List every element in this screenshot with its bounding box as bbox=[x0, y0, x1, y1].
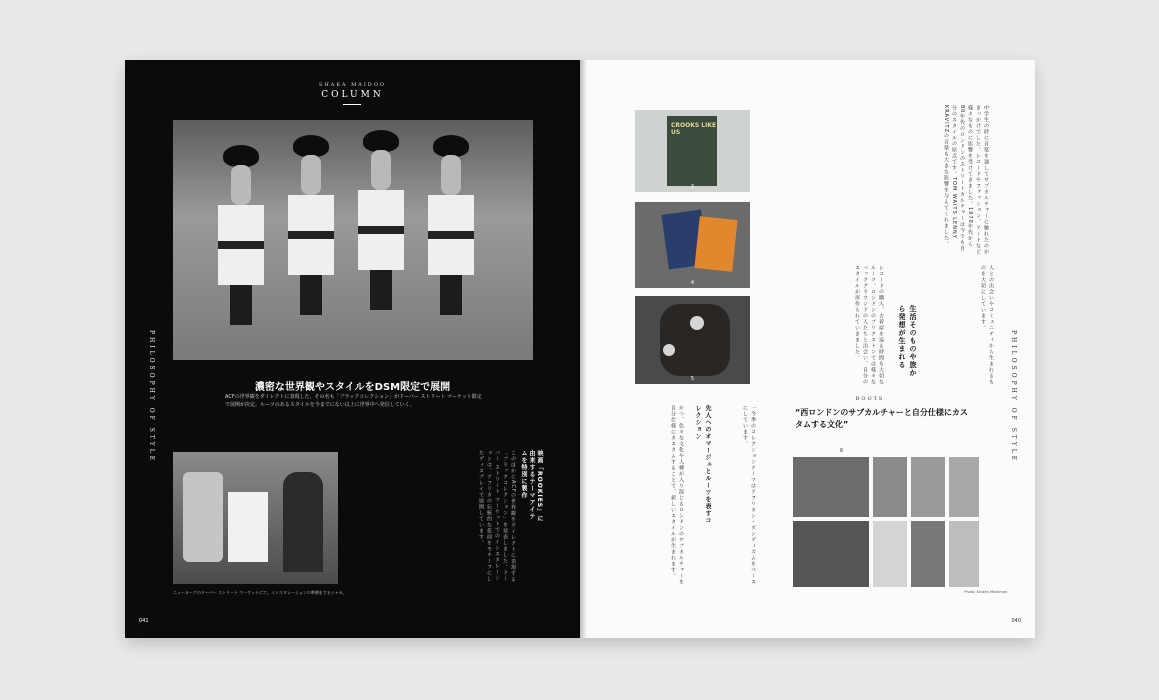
article-heading: 映画「ROOKIES」に由来するテーマアイテムを特別に製作 bbox=[520, 450, 543, 523]
magazine-spread bbox=[125, 60, 1035, 638]
grid-photo bbox=[873, 521, 907, 587]
grid-photo bbox=[911, 521, 945, 587]
photo-number: 6 bbox=[840, 448, 844, 454]
mannequin-figure bbox=[218, 145, 264, 325]
cover-title: CROOKS LIKE US bbox=[671, 122, 717, 136]
vinyl-records-photo bbox=[635, 202, 750, 288]
grid-photo bbox=[873, 457, 907, 517]
photo-grid bbox=[793, 457, 979, 587]
grid-photo bbox=[793, 521, 869, 587]
column-title: COLUMN bbox=[321, 90, 384, 100]
column-author: SHAKA MAIDOO bbox=[318, 82, 387, 88]
page-number-right: 040 bbox=[1011, 618, 1021, 624]
grid-photo bbox=[949, 521, 979, 587]
photo-credit: Photo: Kristen Mashman bbox=[964, 590, 1007, 594]
vertical-tag-right: PHILOSOPHY OF STYLE bbox=[1010, 330, 1017, 464]
record-cover-photo bbox=[635, 110, 750, 192]
photo-subcopy: ACFの世界観をダイレクトに表現した、その名も「ブラックコレクション」がドーバー ストリート マーケット限定で展開が決定。ルーツのあるスタイルを今までにない以上に世界中へ発信していく。 bbox=[225, 394, 482, 408]
roots-label: ROOTS bbox=[855, 396, 885, 402]
mannequin-figure bbox=[358, 130, 404, 310]
article-text: レコードの購入、古着屋を巡る時間も大切なルーツ。ロンドンのブリクストンでは様々なバックグラウンドの人たちと出会い、自分のスタイルが形作られていきました。 bbox=[854, 265, 884, 385]
article-text: このほかにACFの世界観をダイレクトに表現する「ブラックコレクション」を発表しました。ドーバー ストリート マーケットでのインスタレーションは、アフリカの伝統的な仮面をモチーフにしたディスプレイで展開しています。 bbox=[478, 450, 516, 583]
grid-photo bbox=[949, 457, 979, 517]
article-heading: 生活そのものや旅から発想が生まれる bbox=[898, 305, 917, 377]
article-text: 中学生の時に音楽を通してサブカルチャーに触れたのがきっかけでした。レコードやファッション、アートなど様々なものに影響を受けてきました。1970年代から80年代のロンドンのストリートカルチャーは今でも自分のスタイルの原点です。TOM WAITS LENNY KRAVITZの音楽も大きな影響を与えてくれました。 bbox=[943, 105, 989, 255]
photo-number: 4 bbox=[690, 280, 695, 286]
photo-number: 3 bbox=[690, 184, 695, 190]
article-text: 人との出会いやコミュニティから生まれるものを大切にしています。 bbox=[980, 265, 994, 385]
hands-rings-photo bbox=[635, 296, 750, 384]
article-text: かつ、色々な文化や人種が入り混じるロンドンのサブカルチャーを自分仕様にカスタムすることで、新しいスタイルが生まれます。 bbox=[670, 405, 684, 585]
photo-headline: 濃密な世界観やスタイルをDSM限定で展開 bbox=[254, 382, 451, 393]
grid-photo bbox=[793, 457, 869, 517]
mannequin-figure bbox=[428, 135, 474, 315]
title-rule bbox=[343, 104, 361, 105]
photo-number: 5 bbox=[690, 376, 695, 382]
vertical-tag-left: PHILOSOPHY OF STYLE bbox=[148, 330, 155, 464]
article-text: 一今季のコレクションテーマはアフリカン・ダンディズムをベースにしています。 bbox=[742, 405, 756, 585]
grid-photo bbox=[911, 457, 945, 517]
roots-headline: “西ロンドンのサブカルチャーと自分仕様にカスタムする文化” bbox=[795, 408, 968, 429]
installation-photo bbox=[173, 452, 338, 584]
installation-caption: ニューヨークのドーバー ストリート マーケットにて。インスタレーションの準備をするシャカ。 bbox=[173, 590, 347, 595]
page-number-left: 041 bbox=[139, 618, 149, 624]
right-page bbox=[580, 60, 1035, 638]
left-page bbox=[125, 60, 580, 638]
article-heading: 先人へのオマージュとルーツを表すコレクション bbox=[694, 405, 711, 524]
main-photo bbox=[173, 120, 533, 360]
mannequin-figure bbox=[288, 135, 334, 315]
